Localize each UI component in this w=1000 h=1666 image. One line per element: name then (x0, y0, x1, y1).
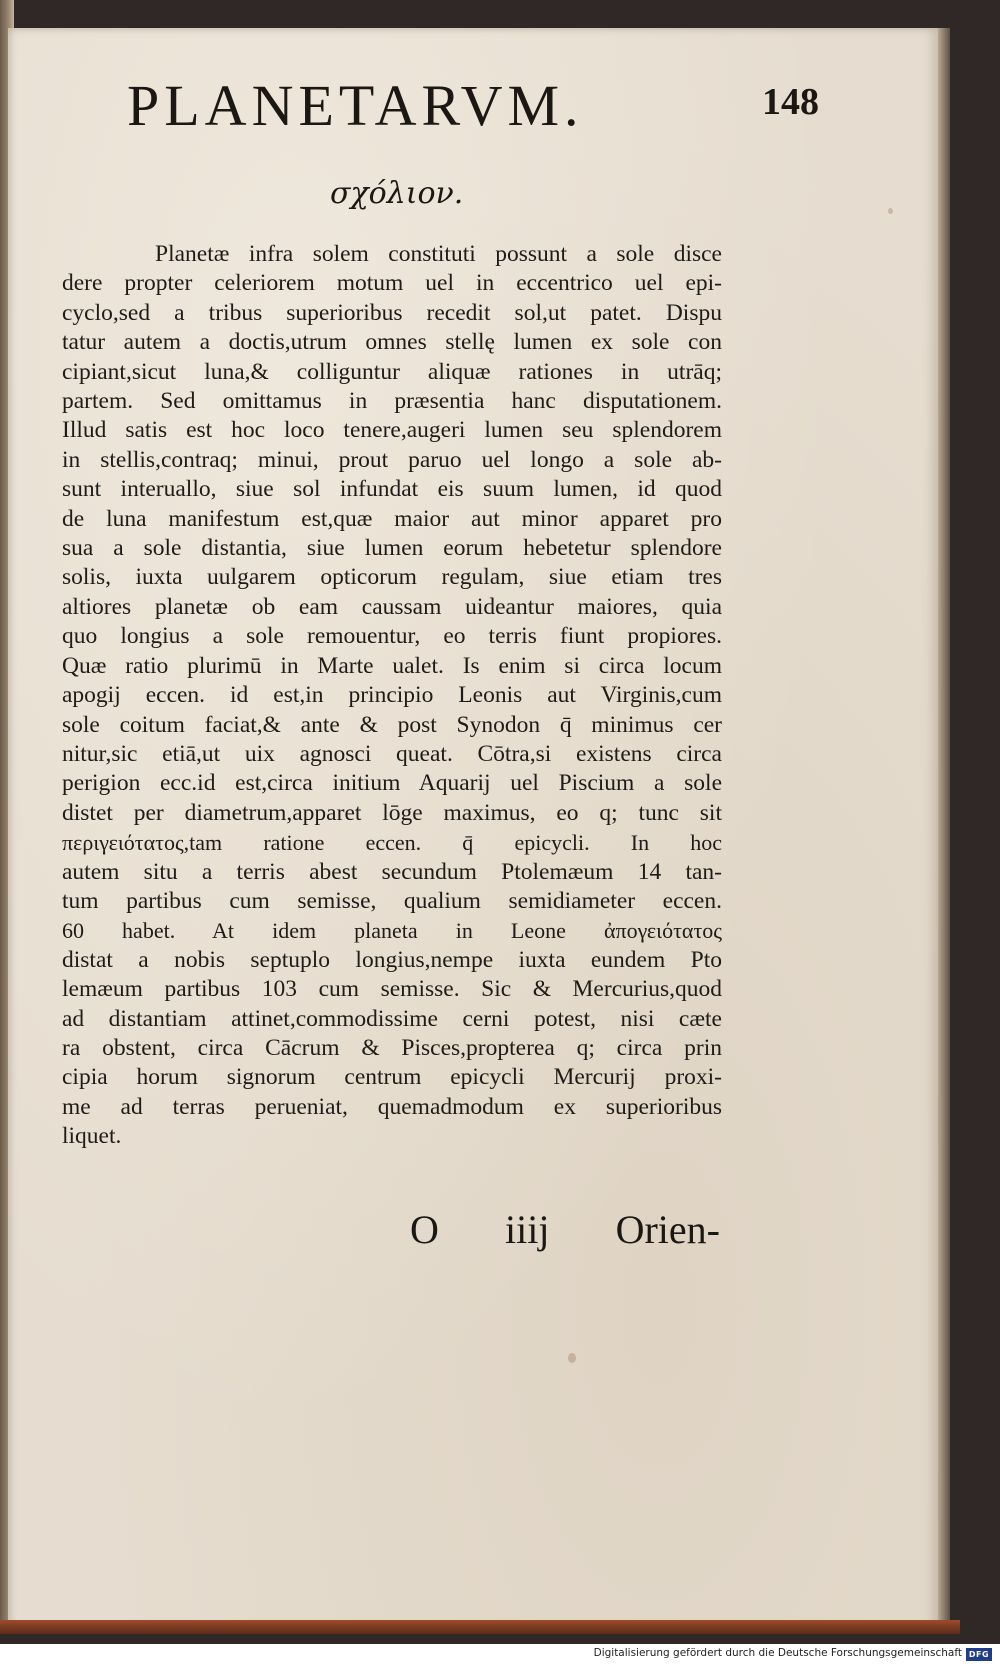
text-line: liquet. (62, 1123, 122, 1150)
dfg-logo: DFG (966, 1648, 992, 1661)
text-line: cipiant,sicut luna,& colliguntur aliquæ rationes in utrāq; (62, 358, 722, 385)
text-line: altiores planetæ ob eam caussam uideantur maiores, quia (62, 593, 722, 620)
text-line: tatur autem a doctis,utrum omnes stellę lumen ex sole con (62, 329, 722, 356)
text-line: quo longius a sole remouentur, eo terris fiunt propiores. (62, 623, 722, 650)
text-line: cipia horum signorum centrum epicycli Mercurij proxi- (62, 1064, 722, 1091)
section-heading: σχόλιον. (330, 176, 464, 211)
text-line: sua a sole distantia, siue lumen eorum hebetetur splendore (62, 535, 722, 562)
text-line: tum partibus cum semisse, qualium semidiameter eccen. (62, 887, 722, 914)
text-line: partem. Sed omittamus in præsentia hanc disputationem. (62, 388, 722, 415)
text-line: Illud satis est hoc loco tenere,augeri lumen seu splendorem (62, 417, 722, 444)
text-line: distet per diametrum,apparet lōge maximus, eo q; tunc sit (62, 799, 722, 826)
paper-stain (888, 208, 893, 214)
text-line: Planetæ infra solem constituti possunt a sole disce (155, 241, 722, 267)
text-line: cyclo,sed a tribus superioribus recedit sol,ut patet. Dispu (62, 299, 722, 326)
catchword: Orien- (615, 1207, 720, 1252)
text-line: distat a nobis septuplo longius,nempe iuxta eundem Pto (62, 946, 722, 973)
funding-credit: Digitalisierung gefördert durch die Deutsche Forschungsgemeinschaft (593, 1647, 962, 1659)
gathering-number: iiij (505, 1207, 550, 1252)
text-line: 60 habet. At idem planeta in Leone ἀπογειότατος (62, 918, 722, 944)
book-bottom-edge (0, 1620, 960, 1634)
text-line: perigion ecc.id est,circa initium Aquarij uel Piscium a sole (62, 770, 722, 797)
page-number: 148 (762, 81, 819, 123)
text-line: ad distantiam attinet,commodissime cerni potest, nisi cæte (62, 1005, 722, 1032)
text-line: nitur,sic etiā,ut uix agnosci queat. Cōtra,si existens circa (62, 740, 722, 767)
signature-catchword-line (410, 1206, 720, 1253)
text-line: autem situ a terris abest secundum Ptolemæum 14 tan- (62, 858, 722, 885)
text-line: dere propter celeriorem motum uel in eccentrico uel epi- (62, 270, 722, 297)
text-line: περιγειότατος,tam ratione eccen. q̄ epicycli. In hoc (62, 830, 722, 856)
text-line: solis, iuxta uulgarem opticorum regulam, siue etiam tres (62, 564, 722, 591)
text-line: lemæum partibus 103 cum semisse. Sic & Mercurius,quod (62, 976, 722, 1003)
digitization-footer (0, 1644, 1000, 1666)
text-line: apogij eccen. id est,in principio Leonis aut Virginis,cum (62, 682, 722, 709)
text-line: sunt interuallo, siue sol infundat eis suum lumen, id quod (62, 476, 722, 503)
paper-stain (568, 1353, 576, 1363)
text-line: in stellis,contraq; minui, prout paruo uel longo a sole ab- (62, 446, 722, 473)
page-fore-edge (938, 28, 950, 1628)
text-line: sole coitum faciat,& ante & post Synodon q̄ minimus cer (62, 711, 722, 738)
text-line: me ad terras perueniat, quemadmodum ex superioribus (62, 1093, 722, 1120)
signature-mark: O (410, 1207, 439, 1252)
running-head: PLANETARVM. (127, 73, 584, 138)
text-line: de luna manifestum est,quæ maior aut minor apparet pro (62, 505, 722, 532)
text-line: Quæ ratio plurimū in Marte ualet. Is enim si circa locum (62, 652, 722, 679)
text-line: ra obstent, circa Cācrum & Pisces,propterea q; circa prin (62, 1034, 722, 1061)
body-text (62, 240, 722, 1152)
